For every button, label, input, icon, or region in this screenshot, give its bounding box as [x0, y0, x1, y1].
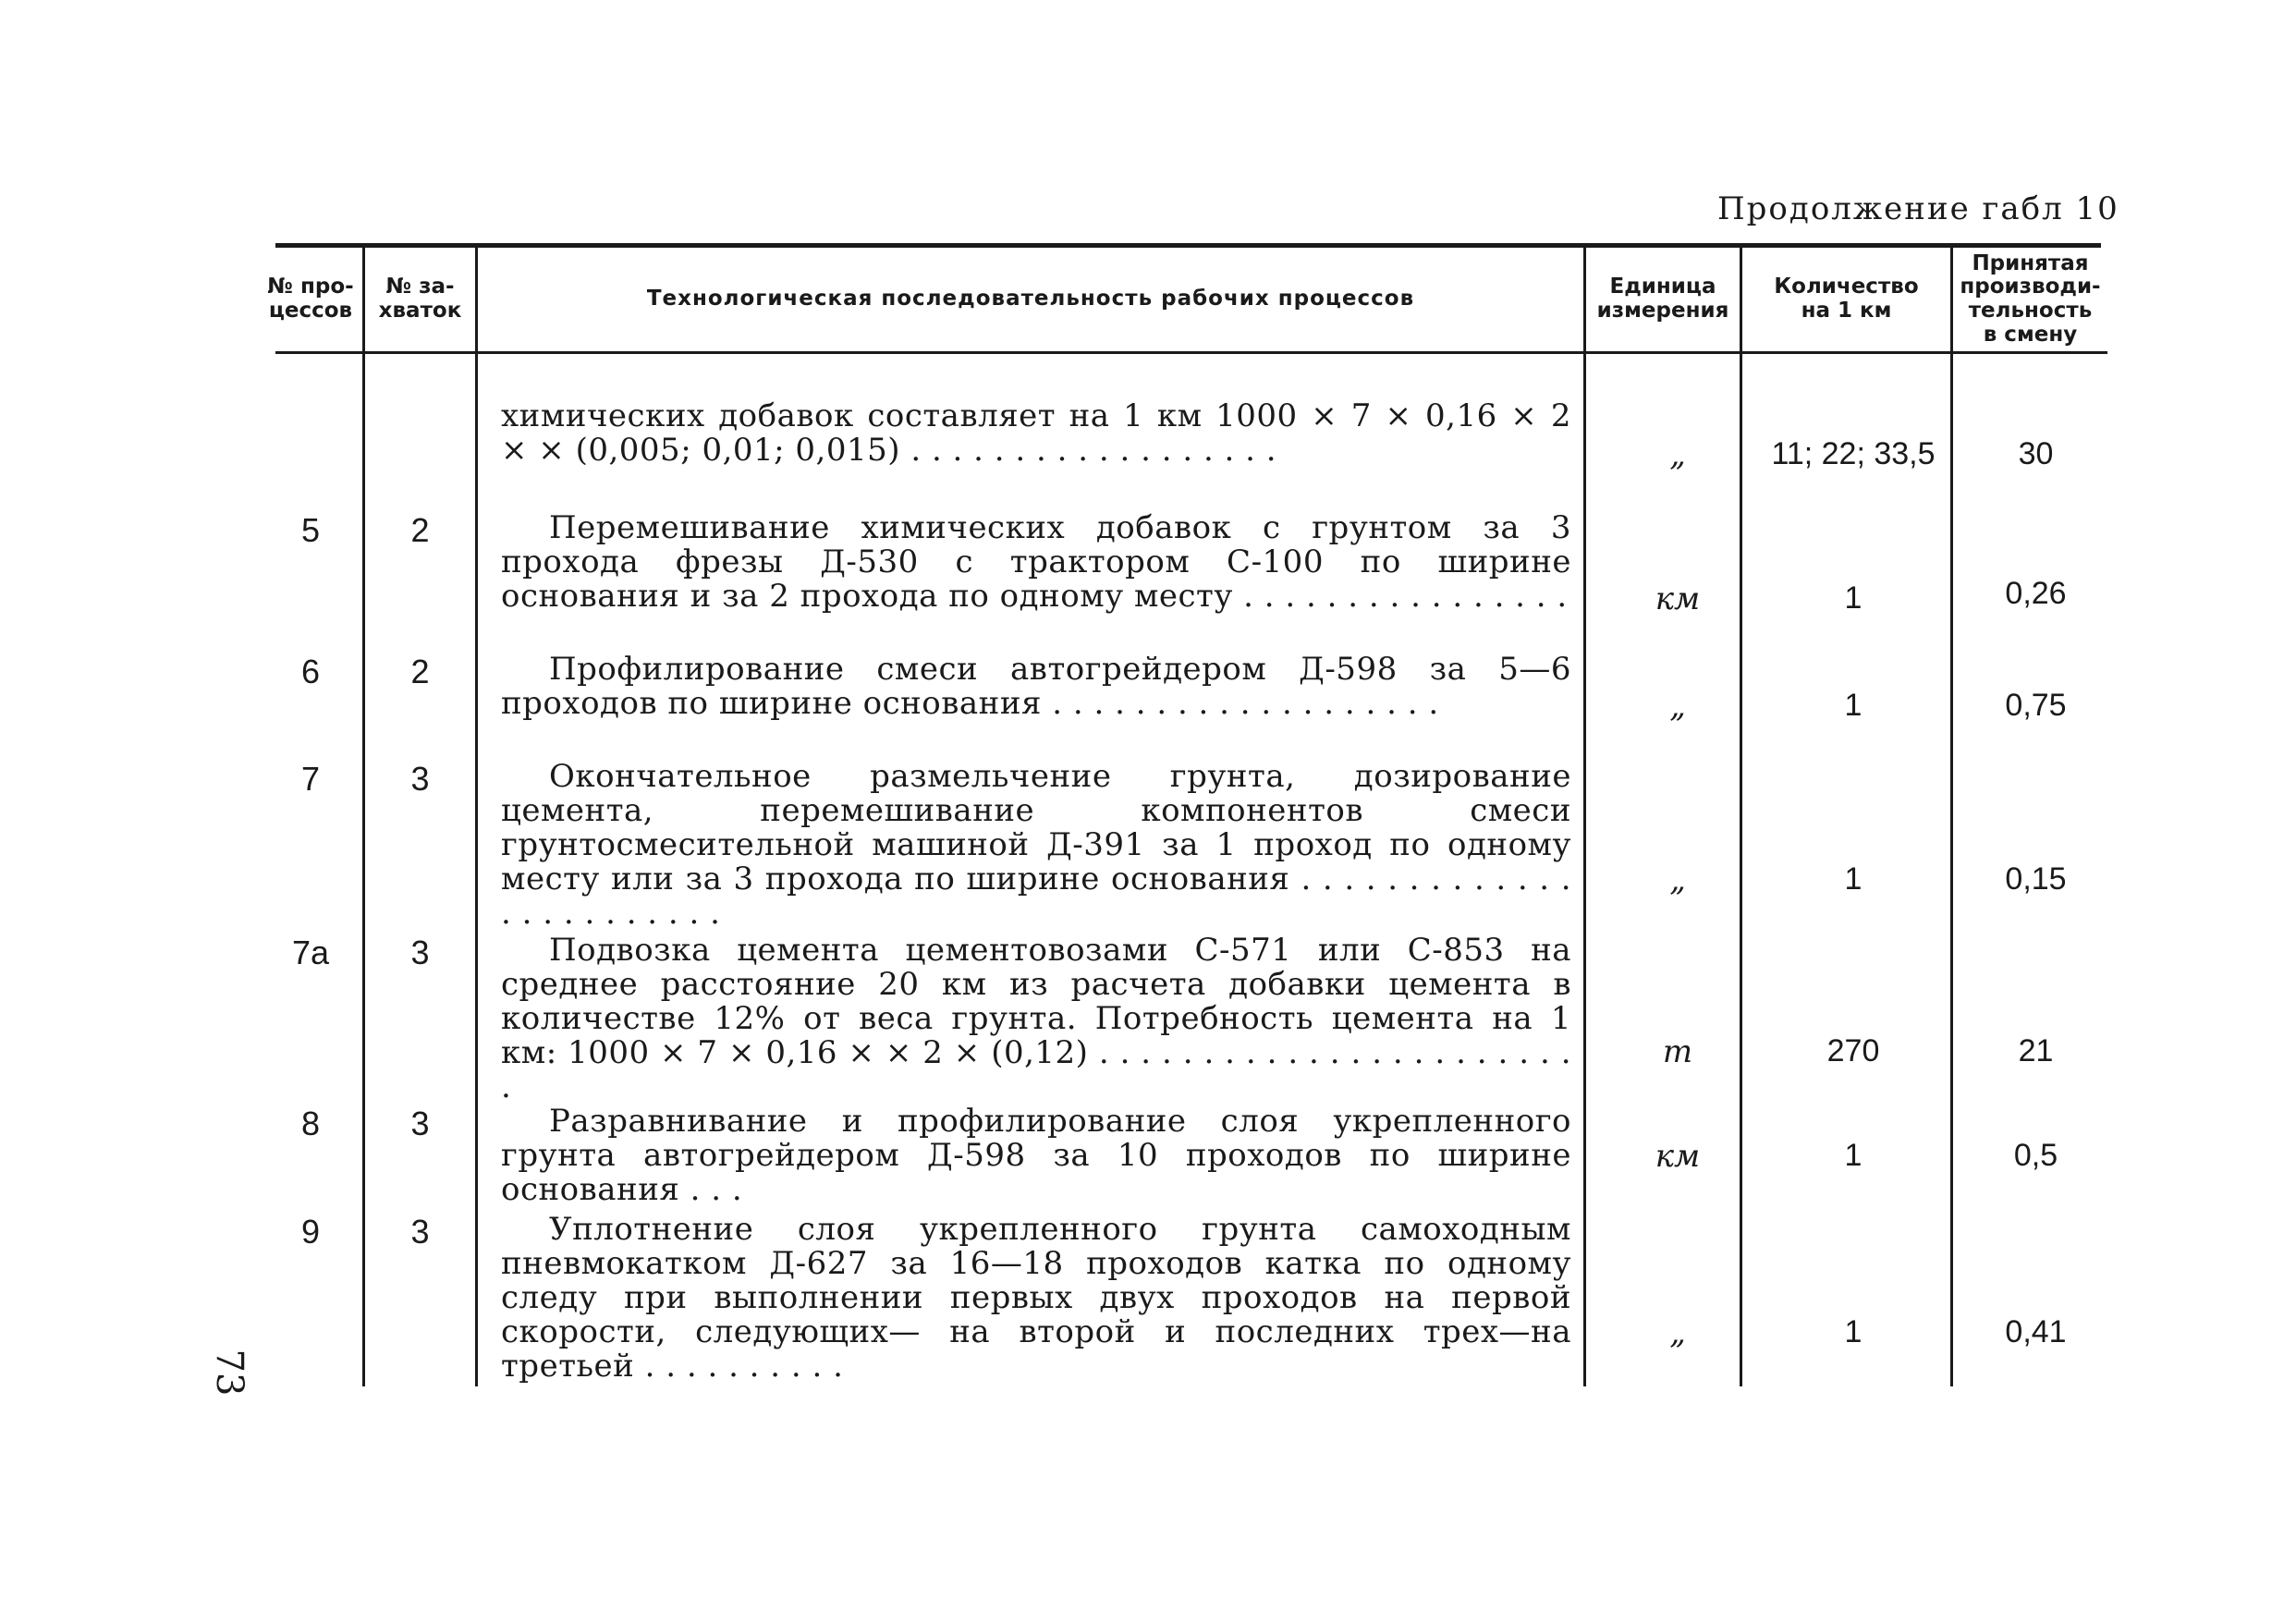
header-quantity: Количество на 1 км	[1774, 275, 1919, 323]
row-unit: км	[1655, 1138, 1701, 1175]
row-grip-no: 3	[410, 934, 430, 971]
row-grip-no: 2	[410, 653, 430, 690]
row-unit: „	[1669, 861, 1686, 898]
row-grip-no: 3	[410, 1105, 430, 1142]
row-quantity: 1	[1844, 861, 1862, 897]
row-unit: т	[1662, 1033, 1693, 1070]
row-quantity: 270	[1826, 1033, 1880, 1068]
row-unit: км	[1655, 580, 1701, 617]
page-number: 73	[208, 1349, 250, 1397]
row-unit: „	[1669, 1314, 1686, 1351]
row-process-no: 7а	[291, 934, 330, 971]
header-bottom-rule	[275, 351, 2107, 354]
row-productivity: 0,41	[2005, 1314, 2067, 1349]
row-quantity: 1	[1844, 688, 1862, 723]
row-process-no: 5	[300, 511, 321, 549]
row-description: Окончательное размельчение грунта, дозирование цемента, перемешивание компонентов смеси грунтосмесительной машиной Д-391 за 1 проход по одному месту или за 3 прохода по ширине основания . . . . . . . . . . . . . . . . . . . . . . . .	[501, 758, 1571, 932]
row-productivity: 21	[2018, 1033, 2054, 1068]
row-quantity: 1	[1844, 580, 1862, 616]
header-grip-no: № за- хваток	[378, 275, 462, 323]
row-quantity: 1	[1844, 1314, 1862, 1349]
row-productivity: 0,15	[2005, 861, 2067, 897]
row-description: Разравнивание и профилирование слоя укрепленного грунта автогрейдером Д-598 за 10 проходов по ширине основания . . .	[501, 1103, 1571, 1208]
row-grip-no: 3	[410, 760, 430, 798]
col-divider-2	[475, 248, 478, 1386]
row-unit: „	[1669, 688, 1686, 725]
row-description: Профилирование смеси автогрейдером Д-598 за 5—6 проходов по ширине основания . . . . . . . . . . . . . . . . . . .	[501, 651, 1571, 722]
col-divider-5	[1950, 248, 1953, 1386]
row-productivity: 30	[2018, 436, 2054, 471]
header-top-rule	[275, 243, 2101, 248]
row-description: Подвозка цемента цементовозами С-571 или С-853 на среднее расстояние 20 км из расчета добавки цемента в количестве 12% от веса грунта. Потребность цемента на 1 км: 1000 × 7 × 0,16 × × 2 × (0,12) . . . . . . . . . . . . . . . . . . . . . . . .	[501, 932, 1571, 1105]
table-caption: Продолжение габл 10	[1717, 190, 2119, 227]
row-grip-no: 3	[410, 1213, 430, 1251]
row-process-no: 6	[300, 653, 321, 690]
col-divider-3	[1583, 248, 1586, 1386]
row-description: Перемешивание химических добавок с грунтом за 3 прохода фрезы Д-530 с трактором С-100 по ширине основания и за 2 прохода по одному месту . . . . . . . . . . . . . . . .	[501, 509, 1571, 615]
col-divider-4	[1740, 248, 1742, 1386]
row-description: Уплотнение слоя укрепленного грунта самоходным пневмокатком Д-627 за 16—18 проходов катка по одному следу при выполнении первых двух проходов на первой скорости, следующих— на второй и последних трех—на третьей . . . . . . . . . .	[501, 1211, 1571, 1385]
header-productivity: Принятая производи- тельность в смену	[1960, 250, 2101, 347]
row-productivity: 0,26	[2005, 576, 2067, 611]
header-unit: Единица измерения	[1596, 275, 1729, 323]
row-process-no: 8	[300, 1105, 321, 1142]
row-quantity: 11; 22; 33,5	[1771, 436, 1936, 471]
header-sequence: Технологическая последовательность рабочих процессов	[646, 287, 1415, 311]
row-quantity: 1	[1844, 1138, 1862, 1173]
header-process-no: № про- цессов	[267, 275, 354, 323]
row-grip-no: 2	[410, 511, 430, 549]
row-process-no: 9	[300, 1213, 321, 1251]
row-unit: „	[1669, 436, 1686, 473]
row-description: химических добавок составляет на 1 км 1000 × 7 × 0,16 × 2 × × (0,005; 0,01; 0,015) . . . . . . . . . . . . . . . . . .	[501, 397, 1571, 469]
row-process-no: 7	[300, 760, 321, 798]
row-productivity: 0,75	[2005, 688, 2067, 723]
row-productivity: 0,5	[2013, 1138, 2058, 1173]
